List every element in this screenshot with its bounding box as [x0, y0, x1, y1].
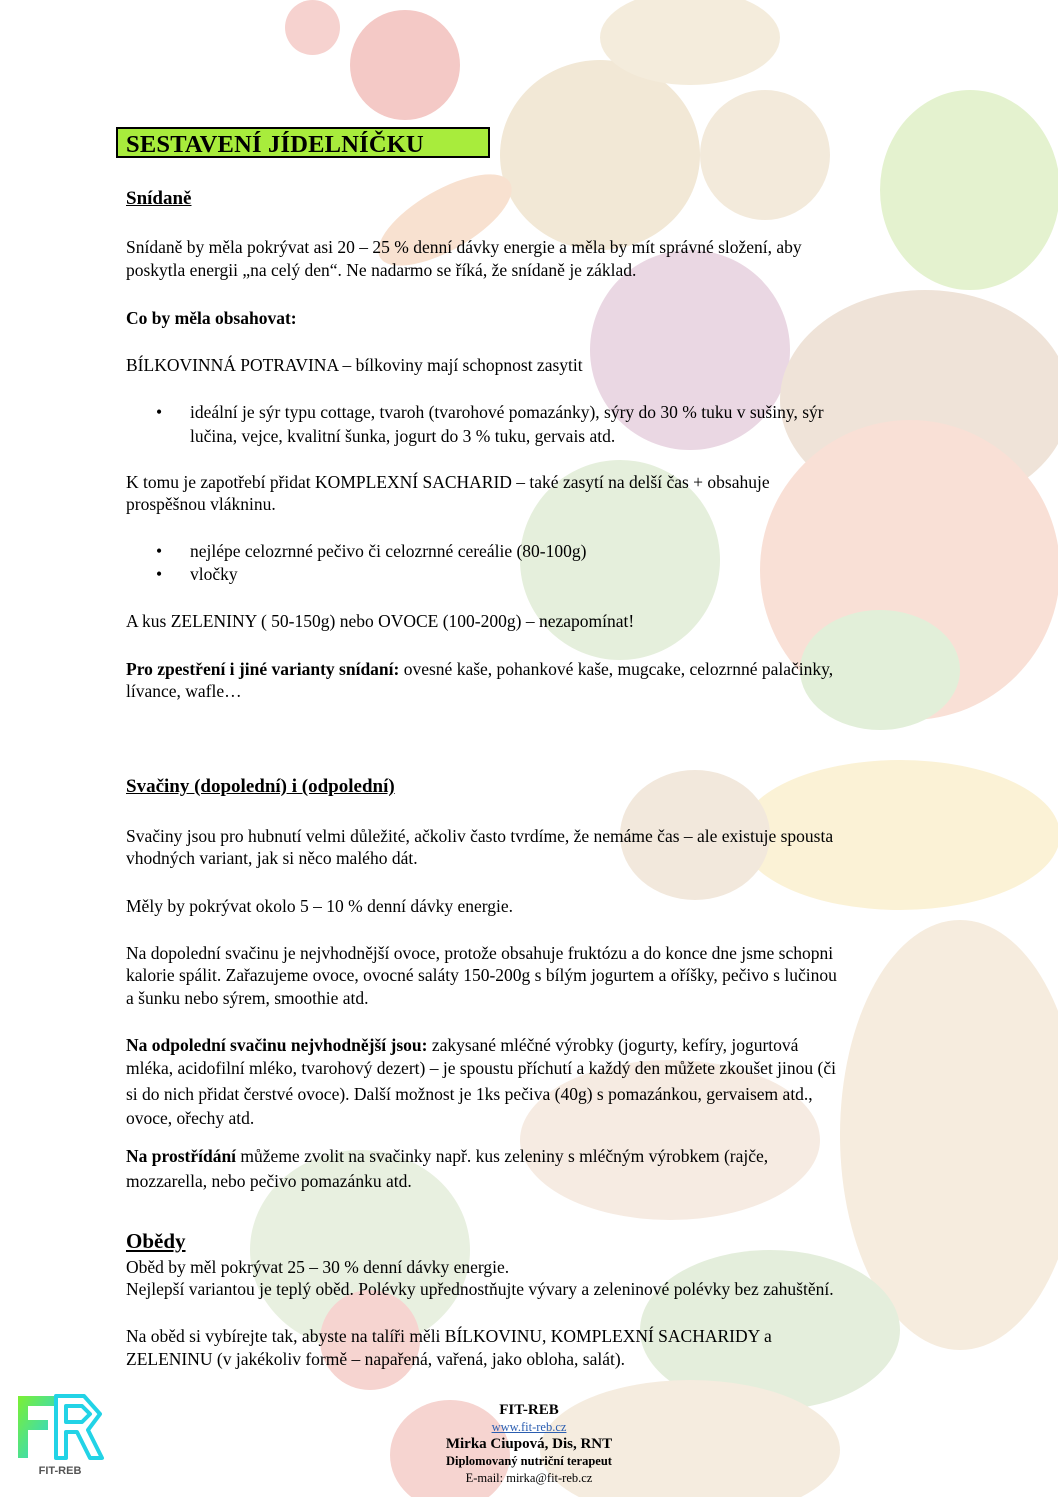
snacks-p5-line-2: mozzarella, nebo pečivo pomazánku atd.: [126, 1171, 412, 1191]
snacks-heading: Svačiny (dopolední) i (odpolední): [126, 776, 395, 797]
list-item-line: ideální je sýr typu cottage, tvaroh (tvarohové pomazánky), sýry do 30 % tuku v sušiny, sýr: [190, 402, 824, 422]
list-item: [156, 401, 926, 447]
tomato-shape: [285, 0, 340, 55]
footer: [0, 1402, 1058, 1487]
footer-website-link[interactable]: www.fit-reb.cz: [491, 1420, 567, 1434]
bullet-icon: •: [156, 541, 163, 561]
breakfast-variants-label: Pro zpestření i jiné varianty snídaní:: [126, 659, 400, 679]
breakfast-contain-heading: Co by měla obsahovat:: [126, 308, 297, 328]
bullet-icon: •: [156, 564, 163, 584]
breakfast-carb-line-2: prospěšnou vlákninu.: [126, 494, 276, 514]
list-item-line: lučina, vejce, kvalitní šunka, jogurt do 3 % tuku, gervais atd.: [190, 425, 616, 446]
logo-caption: FIT-REB: [38, 1465, 82, 1477]
lunch-line-2: Nejlepší variantou je teplý oběd. Polévky upřednostňujte vývary a zeleninové polévky bez zahuštění.: [126, 1279, 834, 1299]
snacks-p3-line-1: Na dopolední svačinu je nejvhodnější ovoce, protože obsahuje fruktózu a do konce dne jsme schopni: [126, 943, 834, 963]
list-item: [156, 563, 926, 586]
breakfast-variants-line-2: lívance, wafle…: [126, 681, 242, 701]
snacks-p4-line-3: si do nich přidat čerstvé ovoce). Další možnost je 1ks pečiva (40g) s pomazánkou, gervaisem atd.,: [126, 1084, 813, 1104]
snacks-p5-line-1: [126, 1145, 926, 1168]
lunch-line-4: ZELENINU (v jakékoliv formě – napařená, vařená, jako obloha, salát).: [126, 1349, 626, 1369]
breakfast-intro-line-1: Snídaně by měla pokrývat asi 20 – 25 % denní dávky energie a měla by mít správné složení, aby: [126, 237, 802, 257]
potato-shape: [500, 60, 700, 250]
page-title-box: [116, 127, 490, 158]
breakfast-variants-text: ovesné kaše, pohankové kaše, mugcake, celozrnné palačinky,: [399, 659, 834, 679]
page-title: SESTAVENÍ JÍDELNÍČKU: [126, 131, 424, 158]
potato-shape: [700, 90, 830, 220]
snacks-p1-line-1: Svačiny jsou pro hubnutí velmi důležité, ačkoliv často tvrdíme, že nemáme čas – ale existuje spousta: [126, 826, 834, 846]
snacks-p4-text: zakysané mléčné výrobky (jogurty, kefíry, jogurtová: [427, 1035, 799, 1055]
snacks-p4-line-2: mléka, acidofilní mléko, tvarohový dezert) – je spoustu příchutí a každý den můžete zkoušet jinou (či: [126, 1058, 836, 1078]
lunch-heading: Obědy: [126, 1229, 186, 1253]
breakfast-carb-line-1: K tomu je zapotřebí přidat KOMPLEXNÍ SACHARID – také zasytí na delší čas + obsahuje: [126, 472, 770, 492]
footer-name: Mirka Ciupová, Dis, RNT: [445, 1436, 613, 1452]
list-item-line: nejlépe celozrnné pečivo či celozrnné cereálie (80-100g): [190, 541, 587, 561]
footer-email: E-mail: mirka@fit-reb.cz: [465, 1471, 593, 1485]
snacks-p4-label: Na odpolední svačinu nejvhodnější jsou:: [126, 1035, 428, 1055]
snacks-p5-label: Na prostřídání: [126, 1146, 237, 1166]
tomato-shape: [350, 10, 460, 120]
snacks-p2: Měly by pokrývat okolo 5 – 10 % denní dávky energie.: [126, 896, 514, 916]
breakfast-heading: Snídaně: [126, 188, 192, 209]
snacks-p4-line-1: [126, 1034, 926, 1057]
snacks-p5-text: můžeme zvolit na svačinky např. kus zeleniny s mléčným výrobkem (rajče,: [236, 1146, 769, 1166]
snacks-p3-line-3: a šunku nebo sýrem, smoothie atd.: [126, 988, 369, 1008]
bullet-icon: •: [156, 402, 163, 422]
breakfast-variants-line-1: [126, 658, 926, 681]
list-item-line: vločky: [190, 564, 238, 584]
snacks-p3-line-2: kalorie spálit. Zařazujeme ovoce, ovocné saláty 150-200g s bílým jogurtem a oříšky, pečivo s lučinou: [126, 965, 837, 985]
breakfast-veg-line: A kus ZELENINY ( 50-150g) nebo OVOCE (100-200g) – nezapomínat!: [126, 611, 635, 631]
snacks-p4-line-4: ovoce, ořechy atd.: [126, 1108, 255, 1128]
list-item: [156, 540, 926, 563]
breakfast-protein-line: BÍLKOVINNÁ POTRAVINA – bílkoviny mají schopnost zasytit: [126, 355, 583, 375]
footer-role: Diplomovaný nutriční terapeut: [446, 1454, 612, 1468]
snacks-p1-line-2: vhodných variant, jak si něco malého dát.: [126, 848, 418, 868]
footer-brand: FIT-REB: [499, 1402, 559, 1418]
breakfast-intro-line-2: poskytla energii „na celý den“. Ne nadarmo se říká, že snídaně je základ.: [126, 260, 637, 280]
lunch-line-3: Na oběd si vybírejte tak, abyste na talíři měli BÍLKOVINU, KOMPLEXNÍ SACHARIDY a: [126, 1326, 772, 1346]
lunch-line-1: Oběd by měl pokrývat 25 – 30 % denní dávky energie.: [126, 1257, 510, 1277]
